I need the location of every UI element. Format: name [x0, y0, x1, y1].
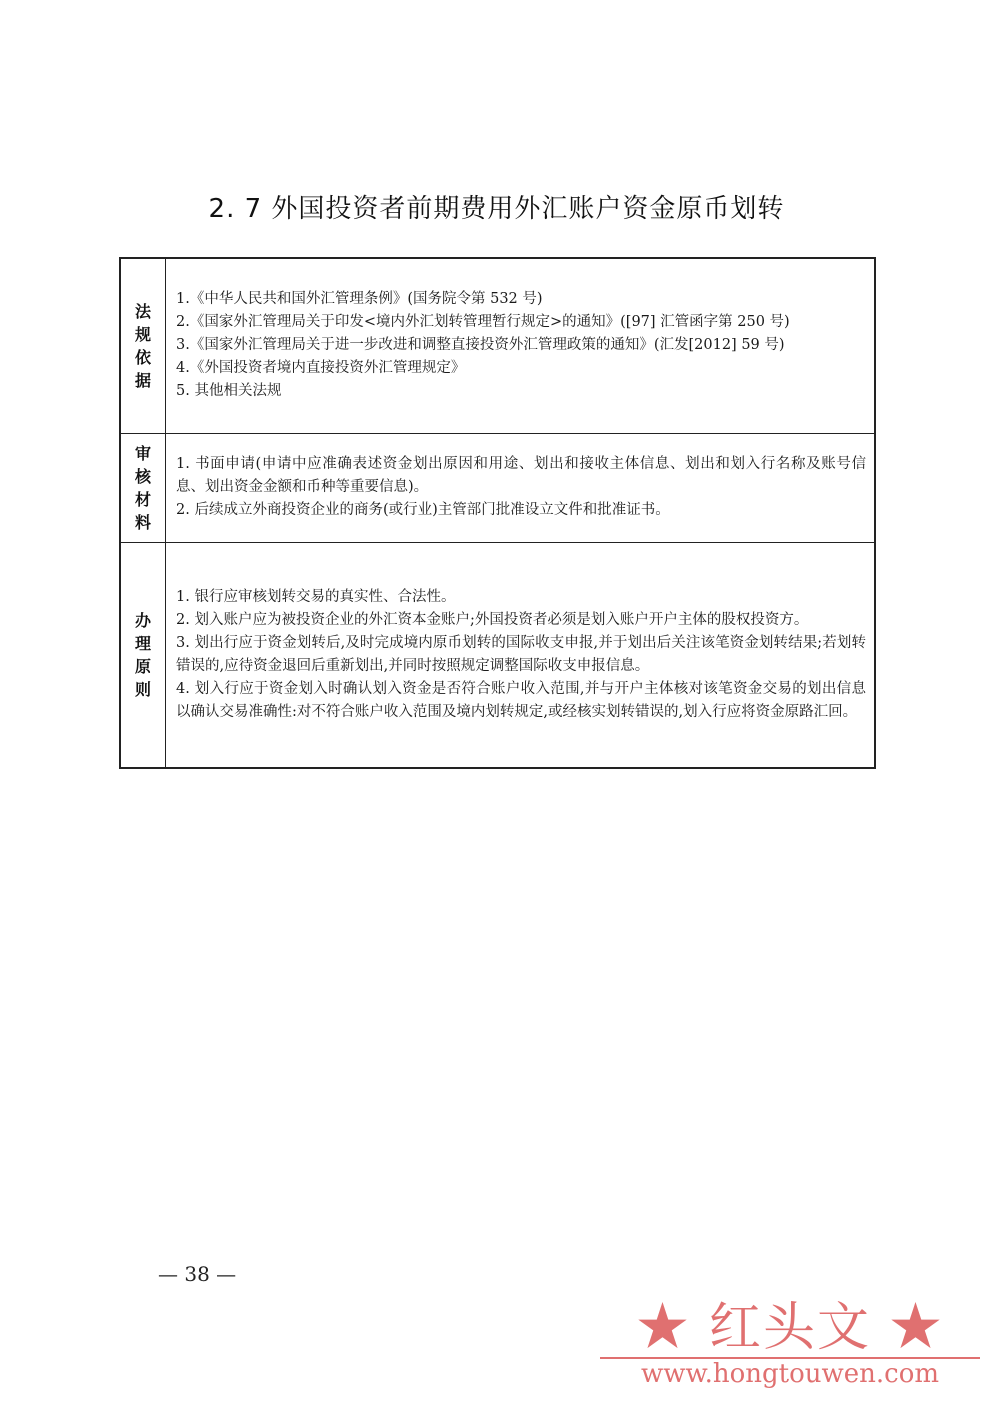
section-row-review-materials: [120, 434, 875, 543]
regulation-table: [119, 257, 876, 769]
section-row-legal-basis: [120, 258, 875, 434]
list-item: 2. 划入账户应为被投资企业的外汇资本金账户;外国投资者必须是划入账户开户主体的股权投资方。: [176, 611, 809, 628]
list-item: 5. 其他相关法规: [176, 383, 282, 399]
page-number: — 38 —: [158, 1262, 237, 1286]
list-item: 3.《国家外汇管理局关于进一步改进和调整直接投资外汇管理政策的通知》(汇发[2012] 59 号): [176, 337, 785, 353]
section-content: [166, 258, 876, 434]
section-content: [166, 543, 876, 769]
list-item: 1. 银行应审核划转交易的真实性、合法性。: [176, 588, 456, 605]
section-label-cell: [120, 258, 166, 434]
section-label: 审核材料: [134, 444, 151, 532]
list-item: 3. 划出行应于资金划转后,及时完成境内原币划转的国际收支申报,并于划出后关注该笔资金划转结果;若划转错误的,应待资金退回后重新划出,并同时按照规定调整国际收支申报信息。: [176, 634, 866, 674]
list-item: 4. 划入行应于资金划入时确认划入资金是否符合账户收入范围,并与开户主体核对该笔资金交易的划出信息以确认交易准确性:对不符合账户收入范围及境内划转规定,或经核实划转错误的,划入行应将资金原路汇回。: [176, 680, 866, 720]
document-title: 2. 7 外国投资者前期费用外汇账户资金原币划转: [208, 194, 785, 224]
list-item: 2. 后续成立外商投资企业的商务(或行业)主管部门批准设立文件和批准证书。: [176, 502, 670, 518]
list-item: 2.《国家外汇管理局关于印发<境内外汇划转管理暂行规定>的通知》([97] 汇管函字第 250 号): [176, 314, 790, 330]
watermark-url: www.hongtouwen.com: [640, 1359, 940, 1389]
watermark: [600, 1285, 980, 1395]
watermark-text: ★ 红头文 ★: [636, 1298, 944, 1358]
section-label: 法规依据: [134, 302, 151, 390]
section-label-cell: [120, 434, 166, 543]
section-row-handling-principles: [120, 543, 875, 769]
section-content: [166, 434, 876, 543]
list-item: 4.《外国投资者境内直接投资外汇管理规定》: [176, 360, 466, 376]
list-item: 1.《中华人民共和国外汇管理条例》(国务院令第 532 号): [176, 291, 543, 307]
section-label-cell: [120, 543, 166, 769]
list-item: 1. 书面申请(申请中应准确表述资金划出原因和用途、划出和接收主体信息、划出和划入行名称及账号信息、划出资金金额和币种等重要信息)。: [176, 456, 866, 495]
section-label: 办理原则: [134, 611, 151, 699]
